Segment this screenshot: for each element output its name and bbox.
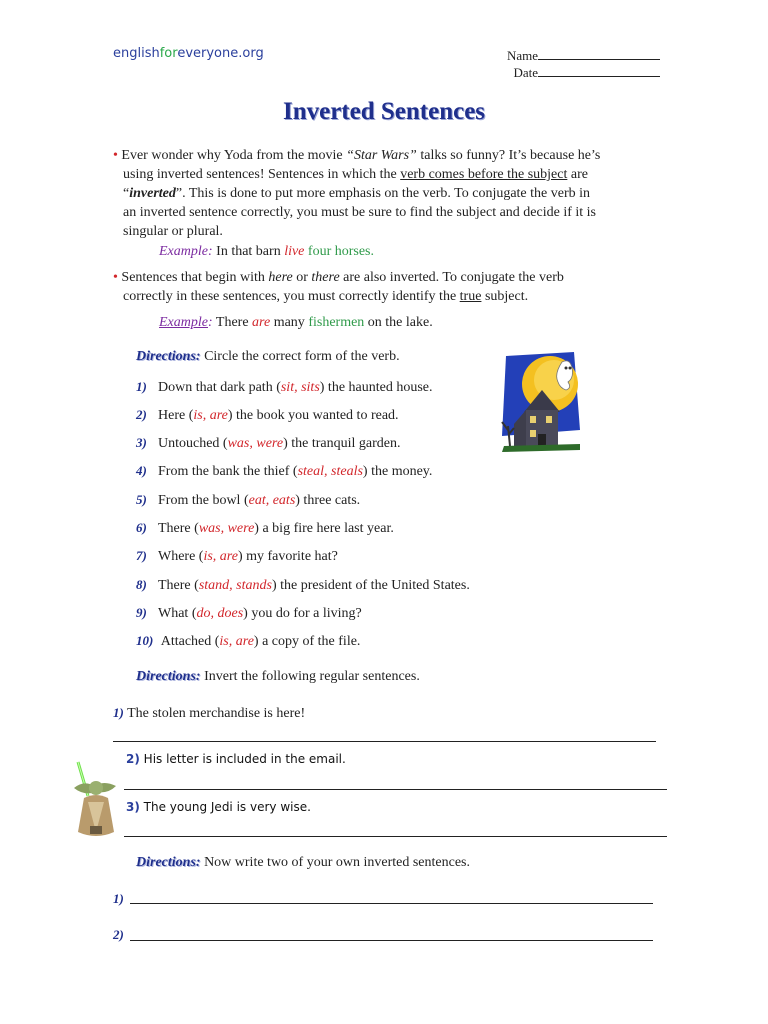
verb-options[interactable]: sit, sits [280, 380, 320, 395]
invert-item-3: 3) The young Jedi is very wise. [126, 800, 311, 814]
item-number: 9) [136, 605, 147, 620]
directions-1: Directions: Circle the correct form of the verb. [136, 349, 400, 364]
own-sentence-line-2[interactable] [130, 940, 653, 941]
page-title: Inverted Sentences [282, 98, 486, 125]
verb-exercise-item: 3) Untouched (was, were) the tranquil garden. [136, 435, 401, 451]
item-number: 5) [136, 492, 147, 507]
verb-options[interactable]: is, are [219, 634, 254, 649]
answer-line-2[interactable] [124, 789, 667, 790]
verb-options[interactable]: was, were [198, 521, 255, 536]
directions-2: Directions: Invert the following regular sentences. [136, 669, 420, 684]
example-2: Example: There are many fishermen on the lake. [159, 315, 433, 330]
item-number: 4) [136, 463, 147, 478]
verb-options[interactable]: is, are [203, 549, 238, 564]
intro-paragraph-2: • Sentences that begin with here or there are also inverted. To conjugate the verb correctly in these sentences, you must correctly identify the true subject. [113, 270, 564, 304]
item-number: 6) [136, 520, 147, 535]
date-field[interactable]: Date [500, 64, 660, 81]
invert-item-1: 1) The stolen merchandise is here! [113, 705, 306, 721]
verb-options[interactable]: eat, eats [248, 493, 296, 508]
item-number: 3) [136, 435, 147, 450]
own-sentence-line-1[interactable] [130, 903, 653, 904]
item-number: 2) [136, 407, 147, 422]
item-number: 1) [136, 379, 147, 394]
verb-options[interactable]: do, does [196, 606, 244, 621]
verb-exercise-item: 8) There (stand, stands) the president of the United States. [136, 577, 470, 593]
invert-item-2: 2) His letter is included in the email. [126, 752, 346, 766]
verb-exercise-item: 10) Attached (is, are) a copy of the file. [136, 633, 361, 649]
verb-options[interactable]: was, were [227, 436, 284, 451]
verb-exercise-item: 5) From the bowl (eat, eats) three cats. [136, 492, 361, 508]
name-date-fields [500, 47, 660, 81]
verb-options[interactable]: steal, steals [297, 464, 363, 479]
verb-exercise-item: 7) Where (is, are) my favorite hat? [136, 548, 338, 564]
item-number: 7) [136, 548, 147, 563]
intro-paragraph-1: • Ever wonder why Yoda from the movie “Star Wars” talks so funny? It’s because he’s using inverted sentences! Sentences in which the verb comes before the subject are “inverted”. This is done to put more emphasis on the verb. To conjugate the verb in an inverted sentence correctly, you must be sure to find the subject and decide if it is singular or plural. [113, 148, 601, 239]
verb-exercise-item: 9) What (do, does) you do for a living? [136, 605, 362, 621]
name-field[interactable]: Name [500, 47, 660, 64]
verb-options[interactable]: stand, stands [198, 578, 272, 593]
site-name: englishforeveryone.org [113, 46, 264, 61]
verb-exercise-item: 1) Down that dark path (sit, sits) the haunted house. [136, 379, 433, 395]
own-sentence-2: 2) [113, 927, 124, 942]
example-1: Example: In that barn live four horses. [159, 244, 375, 259]
own-sentence-1: 1) [113, 891, 124, 906]
haunted-house-image [496, 350, 582, 454]
verb-options[interactable]: is, are [193, 408, 228, 423]
yoda-image [68, 758, 124, 840]
answer-line-1[interactable] [113, 741, 656, 742]
verb-exercise-item: 2) Here (is, are) the book you wanted to read. [136, 407, 399, 423]
verb-exercise-item: 4) From the bank the thief (steal, steals) the money. [136, 463, 433, 479]
verb-exercise-item: 6) There (was, were) a big fire here last year. [136, 520, 394, 536]
directions-3: Directions: Now write two of your own inverted sentences. [136, 855, 470, 870]
item-number: 10) [136, 633, 154, 648]
answer-line-3[interactable] [124, 836, 667, 837]
item-number: 8) [136, 577, 147, 592]
